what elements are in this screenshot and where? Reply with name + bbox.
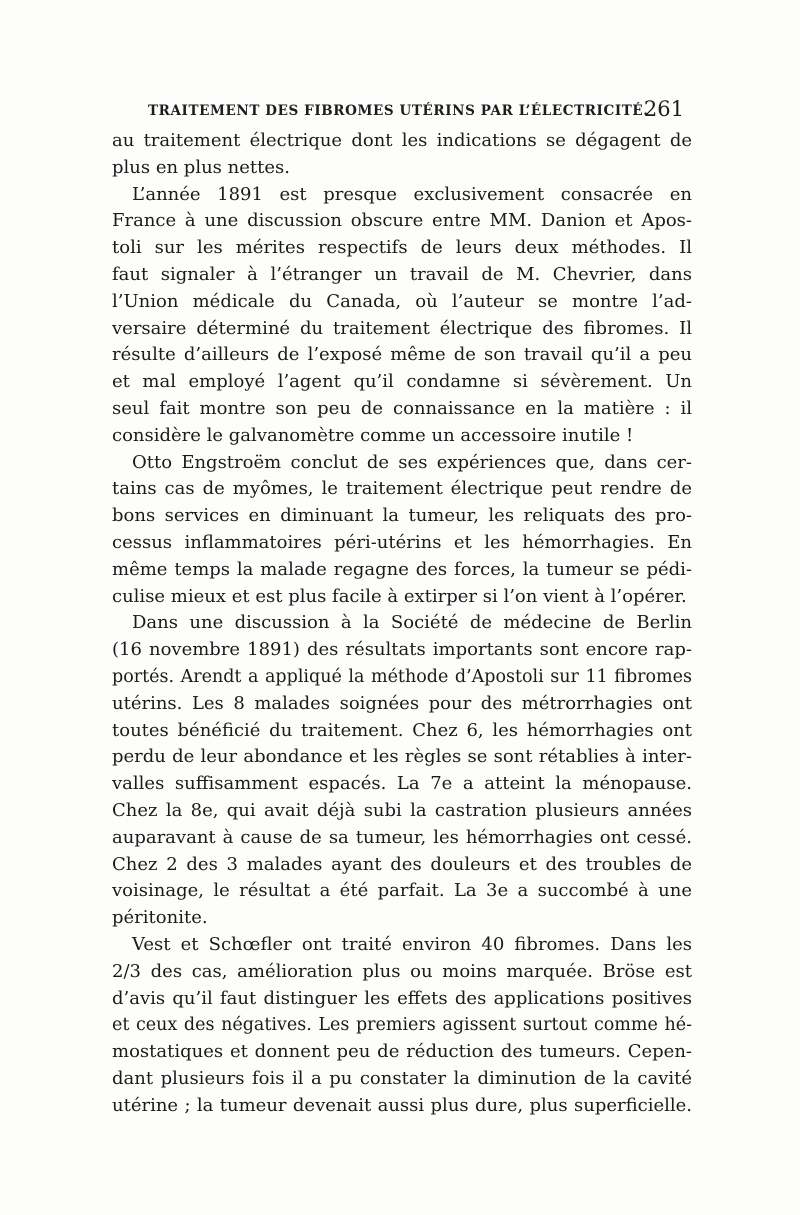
text-line: mostatiques et donnent peu de réduction des tumeurs. Cepen-: [112, 1041, 692, 1063]
running-head: TRAITEMENT DES FIBROMES UTÉRINS PAR L’ÉLECTRICITÉ.: [148, 103, 649, 119]
text-line: portés. Arendt a appliqué la méthode d’Apostoli sur 11 fibromes: [112, 666, 692, 687]
text-line: Chez 2 des 3 malades ayant des douleurs et des troubles de: [112, 853, 692, 875]
text-line: Vest et Schœfler ont traité environ 40 fibromes. Dans les: [132, 933, 692, 955]
text-line: Otto Engstroëm conclut de ses expériences que, dans cer-: [132, 451, 692, 473]
text-line: valles suffisamment espacés. La 7e a atteint la ménopause.: [112, 773, 692, 795]
text-line: perdu de leur abondance et les règles se sont rétablies à inter-: [112, 746, 692, 768]
text-line: et ceux des négatives. Les premiers agissent surtout comme hé-: [112, 1015, 692, 1036]
text-line: considère le galvanomètre comme un accessoire inutile !: [112, 424, 634, 446]
text-line: même temps la malade regagne des forces, la tumeur se pédi-: [112, 558, 692, 580]
text-line: cessus inflammatoires péri-utérins et les hémorrhagies. En: [112, 531, 692, 553]
page-number: 261: [643, 97, 684, 121]
text-line: culise mieux et est plus facile à extirper si l’on vient à l’opérer.: [112, 585, 687, 607]
text-line: Chez la 8e, qui avait déjà subi la castration plusieurs années: [112, 799, 692, 821]
text-line: d’avis qu’il faut distinguer les effets des applications positives: [112, 987, 692, 1009]
text-line: 2/3 des cas, amélioration plus ou moins marquée. Bröse est: [112, 960, 692, 982]
text-line: utérins. Les 8 malades soignées pour des métrorrhagies ont: [112, 692, 692, 714]
text-line: toli sur les mérites respectifs de leurs deux méthodes. Il: [112, 237, 692, 259]
text-line: (16 novembre 1891) des résultats importants sont encore rap-: [112, 639, 692, 661]
page-header: [148, 97, 684, 123]
text-line: toutes bénéficié du traitement. Chez 6, les hémorrhagies ont: [112, 719, 692, 741]
text-line: tains cas de myômes, le traitement électrique peut rendre de: [112, 478, 692, 500]
text-line: résulte d’ailleurs de l’exposé même de son travail qu’il a peu: [112, 344, 692, 366]
text-line: seul fait montre son peu de connaissance en la matière : il: [112, 397, 692, 419]
text-line: plus en plus nettes.: [112, 156, 290, 178]
text-line: dant plusieurs fois il a pu constater la diminution de la cavité: [112, 1067, 692, 1089]
text-line: faut signaler à l’étranger un travail de M. Chevrier, dans: [112, 263, 692, 285]
text-line: utérine ; la tumeur devenait aussi plus dure, plus superficielle.: [112, 1094, 692, 1116]
text-line: bons services en diminuant la tumeur, les reliquats des pro-: [112, 505, 692, 527]
text-line: péritonite.: [112, 907, 208, 929]
text-line: et mal employé l’agent qu’il condamne si sévèrement. Un: [112, 371, 692, 393]
text-line: au traitement électrique dont les indications se dégagent de: [112, 130, 692, 151]
body-text: [112, 128, 692, 1119]
text-line: voisinage, le résultat a été parfait. La 3e a succombé à une: [112, 880, 692, 902]
text-line: l’Union médicale du Canada, où l’auteur se montre l’ad-: [112, 290, 692, 312]
text-line: Dans une discussion à la Société de médecine de Berlin: [132, 612, 692, 634]
text-line: auparavant à cause de sa tumeur, les hémorrhagies ont cessé.: [112, 826, 692, 848]
text-line: L’année 1891 est presque exclusivement consacrée en: [132, 183, 692, 205]
text-line: versaire déterminé du traitement électrique des fibromes. Il: [112, 317, 692, 339]
text-line: France à une discussion obscure entre MM. Danion et Apos-: [112, 210, 692, 232]
